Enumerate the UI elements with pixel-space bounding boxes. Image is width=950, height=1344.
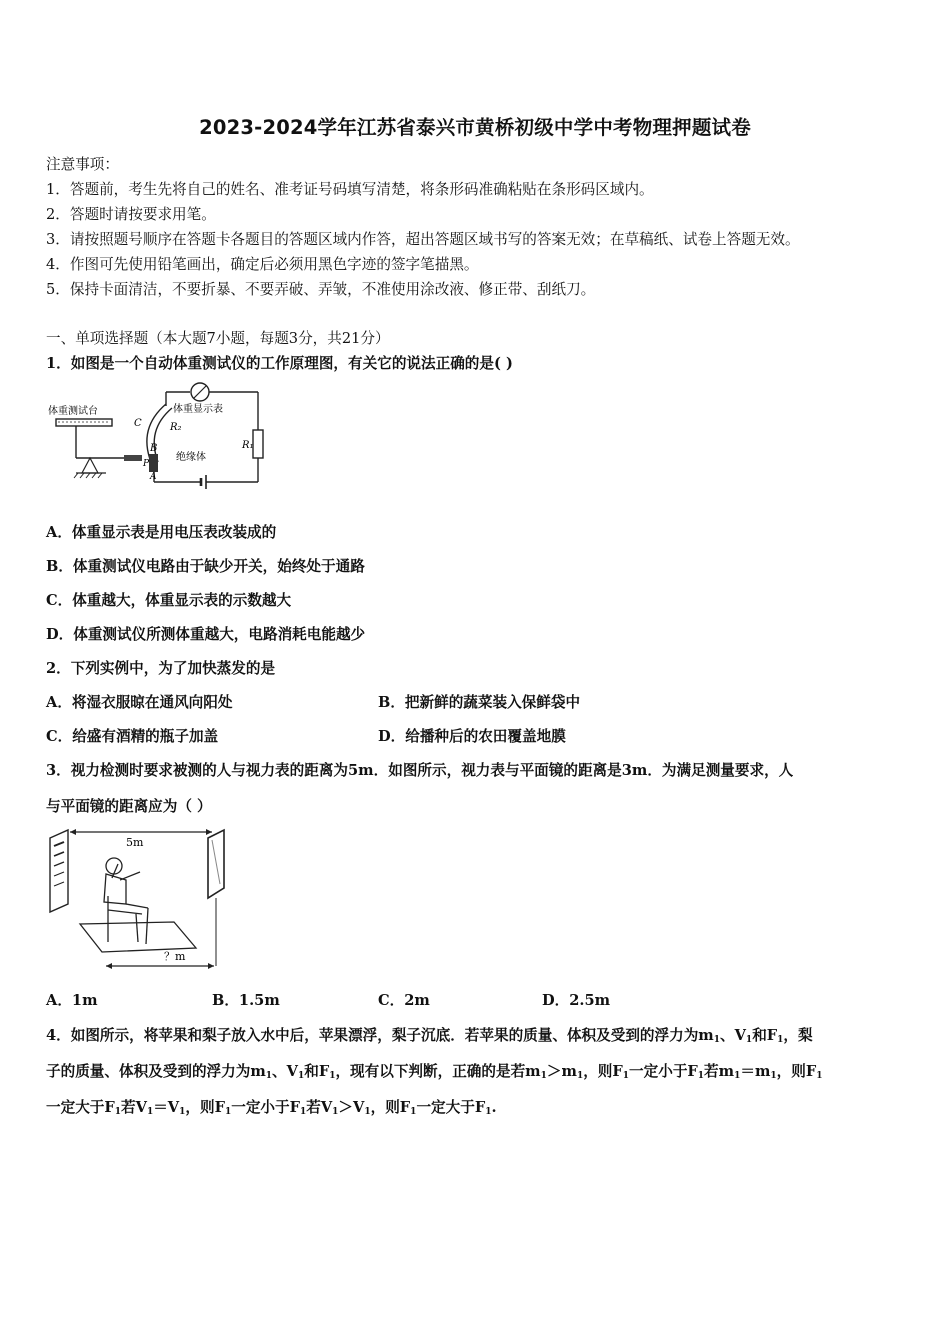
q4-sub: 1 <box>734 1071 741 1081</box>
point-p-label: P <box>143 459 150 469</box>
platform-label: 体重测试台 <box>48 406 98 417</box>
q4-sub: 1 <box>713 1035 720 1045</box>
q4-text: ＞V <box>338 1099 365 1116</box>
q4-text: ＞m <box>546 1063 577 1080</box>
notice-item-5: 5．保持卡面清洁，不要折暴、不要弄破、弄皱，不准使用涂改液、修正带、刮纸刀。 <box>46 281 596 298</box>
q4-sub: 1 <box>540 1071 547 1081</box>
question-4-line-2 <box>46 1060 823 1081</box>
point-b-label: B <box>150 443 158 454</box>
r2-label: R₂ <box>170 422 182 433</box>
person-head <box>106 858 122 874</box>
q3-option-b: B．1.5m <box>212 992 280 1009</box>
question-2-stem: 2．下列实例中，为了加快蒸发的是 <box>46 660 276 677</box>
q4-text: ，则F <box>776 1063 817 1080</box>
q4-sub: 1 <box>697 1071 705 1081</box>
q4-text: 若V <box>306 1099 333 1116</box>
q4-text: 一定小于F <box>231 1099 300 1116</box>
q4-text: 一定小于F <box>629 1063 698 1080</box>
q4-text: 和F <box>752 1027 778 1044</box>
q4-sub: 1 <box>146 1107 154 1117</box>
q4-sub: 1 <box>622 1071 630 1081</box>
q4-text: ，现有以下判断，正确的是若m <box>335 1063 541 1080</box>
q4-text: ，梨 <box>783 1027 813 1044</box>
q4-text: 和F <box>304 1063 330 1080</box>
section-heading: 一、单项选择题（本大题7小题，每题3分，共21分） <box>46 330 390 347</box>
pivot <box>82 458 98 473</box>
q4-text: 子的质量、体积及受到的浮力为m <box>46 1063 266 1080</box>
question-4-line-3 <box>46 1096 497 1117</box>
bottom-distance-label: ？m <box>164 950 186 963</box>
weight-tester-circuit-figure <box>46 378 286 496</box>
q4-text: ，则F <box>185 1099 225 1116</box>
notice-heading: 注意事项： <box>46 156 119 173</box>
q4-text: . <box>491 1099 497 1116</box>
q4-text: 若m <box>704 1063 735 1080</box>
q4-text: 若V <box>121 1099 147 1116</box>
q4-text: ，则F <box>583 1063 623 1080</box>
q4-sub: 1 <box>364 1107 371 1117</box>
insulator-label: 绝缘体 <box>176 452 206 463</box>
eye-chart <box>50 830 68 912</box>
notice-item-3: 3．请按照题号顺序在答题卡各题目的答题区域内作答，超出答题区域书写的答案无效；在草稿纸、试卷上答题无效。 <box>46 231 800 248</box>
r1-label: R₁ <box>242 440 254 451</box>
vision-test-figure <box>46 826 242 972</box>
r1-resistor <box>253 430 263 458</box>
q2-option-a: A．将湿衣服晾在通风向阳处 <box>46 694 233 711</box>
q4-sub: 1 <box>485 1107 492 1117</box>
q4-sub: 1 <box>770 1071 777 1081</box>
meter-label: 体重显示表 <box>173 404 223 415</box>
q3-option-a: A．1m <box>46 992 98 1009</box>
notice-item-4: 4．作图可先使用铅笔画出，确定后必须用黑色字迹的签字笔描黑。 <box>46 256 479 273</box>
question-3-stem-line-2: 与平面镜的距离应为（ ） <box>46 798 212 815</box>
point-a-label: A <box>150 472 157 482</box>
slider-bar <box>124 455 142 461</box>
q1-option-c: C．体重越大，体重显示表的示数越大 <box>46 592 292 609</box>
point-c-label: C <box>134 418 142 429</box>
q1-option-b: B．体重测试仪电路由于缺少开关，始终处于通路 <box>46 558 365 575</box>
question-1-stem: 1．如图是一个自动体重测试仪的工作原理图，有关它的说法正确的是( ) <box>46 355 513 372</box>
q4-sub: 1 <box>777 1035 784 1045</box>
q4-sub: 1 <box>816 1071 823 1081</box>
q4-sub: 1 <box>410 1107 417 1117</box>
q2-option-c: C．给盛有酒精的瓶子加盖 <box>46 728 219 745</box>
q1-option-d: D．体重测试仪所测体重越大，电路消耗电能越少 <box>46 626 366 643</box>
q3-option-d: D．2.5m <box>542 992 611 1009</box>
q4-sub: 1 <box>297 1071 305 1081</box>
q3-option-c: C．2m <box>378 992 430 1009</box>
q4-text: ，则F <box>370 1099 411 1116</box>
q2-option-d: D．给播种后的农田覆盖地膜 <box>378 728 566 745</box>
question-4-line-1 <box>46 1024 813 1045</box>
q4-text: 、V <box>720 1027 746 1044</box>
page-title: 2023-2024学年江苏省泰兴市黄桥初级中学中考物理押题试卷 <box>199 116 751 139</box>
q4-sub: 1 <box>179 1107 186 1117</box>
insulator-block <box>149 454 158 472</box>
platform-plate <box>56 419 112 426</box>
q4-text: ＝V <box>153 1099 180 1116</box>
q4-sub: 1 <box>745 1035 753 1045</box>
q4-sub: 1 <box>114 1107 122 1117</box>
q4-text: ＝m <box>740 1063 771 1080</box>
q2-option-b: B．把新鲜的蔬菜装入保鲜袋中 <box>378 694 581 711</box>
q4-text: 4．如图所示，将苹果和梨子放入水中后，苹果漂浮，梨子沉底．若苹果的质量、体积及受到的浮力为m <box>46 1027 714 1044</box>
q4-text: 一定大于F <box>46 1099 115 1116</box>
q4-text: 一定大于F <box>416 1099 486 1116</box>
q4-sub: 1 <box>299 1107 307 1117</box>
notice-item-2: 2．答题时请按要求用笔。 <box>46 206 216 223</box>
q4-sub: 1 <box>329 1071 336 1081</box>
q4-sub: 1 <box>576 1071 584 1081</box>
question-3-stem-line-1: 3．视力检测时要求被测的人与视力表的距离为5m．如图所示，视力表与平面镜的距离是3m．为满足测量要求，人 <box>46 762 794 779</box>
notice-item-1: 1．答题前，考生先将自己的姓名、准考证号码填写清楚，将条形码准确粘贴在条形码区域内。 <box>46 181 654 198</box>
q4-sub: 1 <box>224 1107 232 1117</box>
q4-sub: 1 <box>332 1107 339 1117</box>
top-distance-label: 5m <box>126 836 144 849</box>
q1-option-a: A．体重显示表是用电压表改装成的 <box>46 524 277 541</box>
q4-text: 、V <box>272 1063 298 1080</box>
q4-sub: 1 <box>265 1071 273 1081</box>
